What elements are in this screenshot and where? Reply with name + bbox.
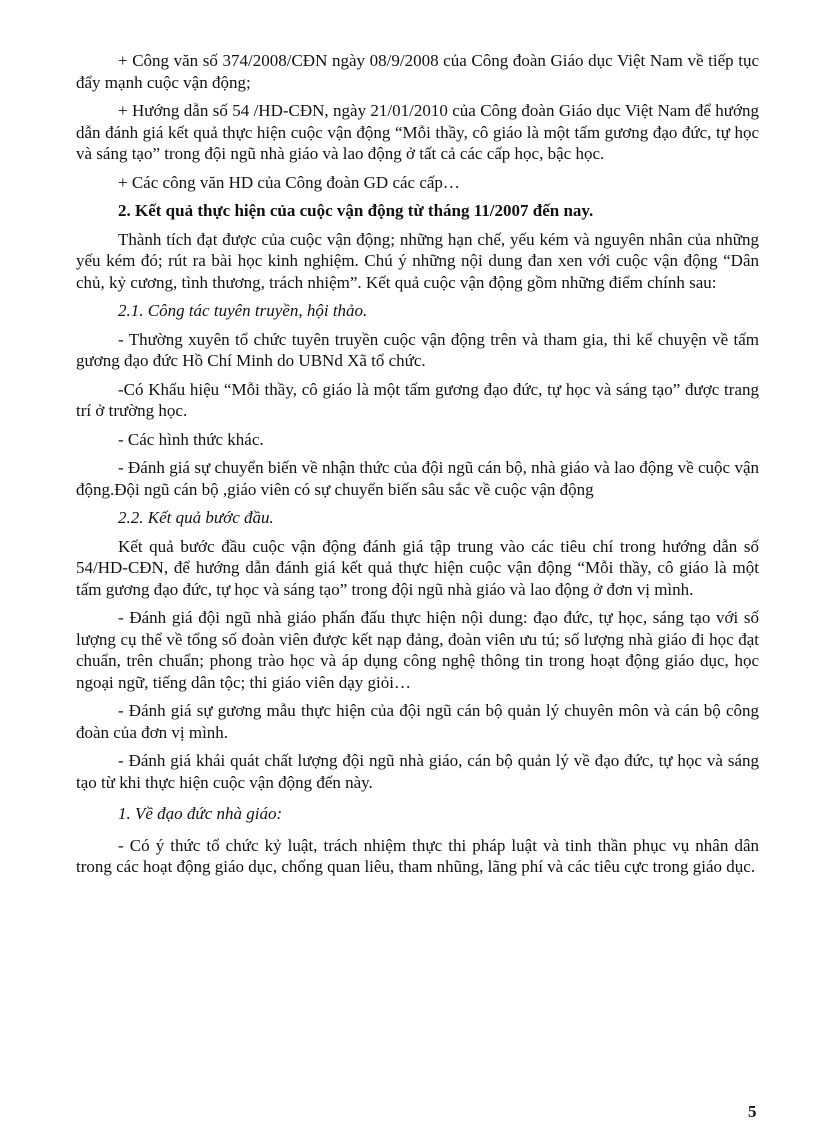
paragraph-cong-van-374: + Công văn số 374/2008/CĐN ngày 08/9/2008 của Công đoàn Giáo dục Việt Nam về tiếp tục đẩy mạnh cuộc vận động; bbox=[76, 51, 759, 92]
paragraph-thanh-tich: Thành tích đạt được của cuộc vận động; những hạn chế, yếu kém và nguyên nhân của những yếu kém đó; rút ra bài học kinh nghiệm. Chú ý những nội dung đan xen với cuộc vận động “Dân chủ, kỷ cương, tình thương, trách nhiệm”. Kết quả cuộc vận động gồm những điểm chính sau: bbox=[76, 229, 759, 292]
subsection-heading-2-1: 2.1. Công tác tuyên truyền, hội thảo. bbox=[118, 301, 368, 320]
paragraph-huong-dan-54: + Hướng dẫn số 54 /HD-CĐN, ngày 21/01/2010 của Công đoàn Giáo dục Việt Nam để hướng dẫn đánh giá kết quả thực hiện cuộc vận động “Mỗi thầy, cô giáo là một tấm gương đạo đức, tự học và sáng tạo” trong đội ngũ nhà giáo và lao động ở tất cả các cấp học, bậc học. bbox=[76, 101, 759, 163]
paragraph-chuyen-bien: - Đánh giá sự chuyển biến về nhận thức của đội ngũ cán bộ, nhà giáo và lao động về cuộc vận động.Đội ngũ cán bộ ,giáo viên có sự chuyển biến sâu sắc về cuộc vận động bbox=[76, 458, 759, 499]
section-heading-2: 2. Kết quả thực hiện của cuộc vận động từ tháng 11/2007 đến nay. bbox=[118, 201, 594, 220]
subsection-heading-2-2: 2.2. Kết quả bước đầu. bbox=[118, 508, 274, 527]
paragraph-ket-qua-buoc-dau: Kết quả bước đầu cuộc vận động đánh giá tập trung vào các tiêu chí trong hướng dẫn số 54/HD-CĐN, để hướng dẫn đánh giá kết quả thực hiện cuộc vận động “Mỗi thầy, cô giáo là một tấm gương đạo đức, tự học và sáng tạo” trong đội ngũ nhà giáo và lao động ở đơn vị mình. bbox=[76, 536, 759, 599]
paragraph-khai-quat: - Đánh giá khái quát chất lượng đội ngũ nhà giáo, cán bộ quản lý về đạo đức, tự học và sáng tạo từ khi thực hiện cuộc vận động đến này. bbox=[76, 751, 759, 792]
paragraph-guong-mau: - Đánh giá sự gương mẫu thực hiện của đội ngũ cán bộ quản lý chuyên môn và cán bộ công đoàn của đơn vị mình. bbox=[76, 701, 759, 742]
paragraph-y-thuc: - Có ý thức tổ chức kỷ luật, trách nhiệm thực thi pháp luật và tinh thần phục vụ nhân dân trong các hoạt động giáo dục, chống quan liêu, tham nhũng, lãng phí và các tiêu cực trong giáo dục. bbox=[76, 835, 759, 876]
paragraph-danh-gia-doi-ngu: - Đánh giá đội ngũ nhà giáo phấn đấu thực hiện nội dung: đạo đức, tự học, sáng tạo với số lượng cụ thể về tổng số đoàn viên được kết nạp đảng, đoàn viên ưu tú; số lượng nhà giáo đi học đạt chuẩn, trên chuẩn; phong trào học và áp dụng công nghệ thông tin trong hoạt động giáo dục, học ngoại ngữ, tiếng dân tộc; thi giáo viên dạy giỏi… bbox=[76, 608, 759, 692]
paragraph-khau-hieu: -Có Khẩu hiệu “Mỗi thầy, cô giáo là một tấm gương đạo đức, tự học và sáng tạo” được trang trí ở trường học. bbox=[76, 379, 759, 420]
page-number: 5 bbox=[748, 1102, 757, 1121]
subsection-heading-dao-duc: 1. Về đạo đức nhà giáo: bbox=[118, 804, 283, 823]
paragraph-tuyen-truyen: - Thường xuyên tổ chức tuyên truyền cuộc vận động trên và tham gia, thi kể chuyện về tấm gương đạo đức Hồ Chí Minh do UBNd Xã tổ chức. bbox=[76, 329, 759, 370]
paragraph-cong-van-hd: + Các công văn HD của Công đoàn GD các cấp… bbox=[118, 172, 460, 192]
document-page bbox=[76, 50, 759, 885]
paragraph-hinh-thuc-khac: - Các hình thức khác. bbox=[118, 429, 264, 449]
